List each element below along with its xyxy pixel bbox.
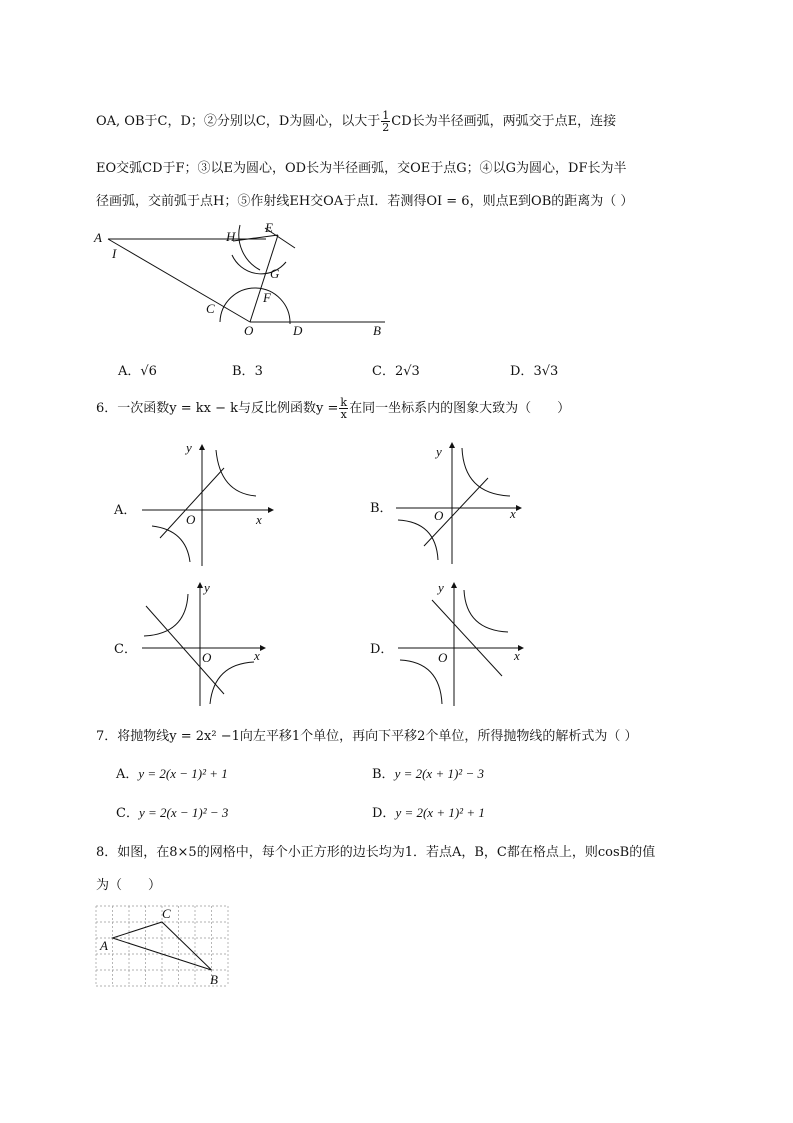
origin-label: O	[438, 650, 448, 665]
label-f: F	[263, 290, 271, 305]
q5-option-b[interactable]: B．3	[232, 364, 263, 379]
label-b: B	[210, 972, 218, 987]
q6-graph-b[interactable]	[392, 436, 532, 568]
q7-stem: 7．将抛物线y = 2x² −1向左平移1个单位，再向下平移2个单位，所得抛物线的解析式为（ ）	[96, 729, 638, 744]
q8-stem-line2: 为（ ）	[96, 878, 162, 893]
label-c: C	[206, 301, 215, 316]
linear-graph	[160, 468, 224, 538]
y-label: y	[204, 580, 210, 595]
hyperbola-branch-q2	[144, 594, 188, 636]
hyperbola-branch-q3	[400, 660, 442, 704]
hyperbola-branch-q1	[216, 450, 256, 496]
hyperbola-branch-q1	[464, 590, 508, 632]
q5-option-a[interactable]: A．√6	[118, 364, 157, 379]
x-arrow-icon	[260, 645, 266, 651]
q5-line3: 径画弧，交前弧于点H；⑤作射线EH交OA于点I．若测得OI = 6，则点E到OB的距离为（ ）	[96, 194, 634, 209]
x-arrow-icon	[516, 505, 522, 511]
y-label: y	[436, 444, 442, 459]
q6-option-b-label[interactable]: B．	[370, 501, 393, 516]
q6-stem	[96, 397, 570, 420]
hyperbola-branch-q3	[152, 526, 190, 562]
label-h: H	[226, 229, 236, 244]
linear-graph	[146, 606, 224, 694]
hyperbola-branch-q1	[462, 448, 510, 496]
arc-h	[239, 225, 260, 270]
q7-option-d[interactable]: D．y = 2(x + 1)² + 1	[372, 805, 485, 821]
q5-fraction: $\frac{1}{2}$	[382, 109, 390, 134]
label-c: C	[162, 906, 171, 921]
q5-line1	[96, 110, 616, 133]
q6-stem-tail: 在同一坐标系内的图象大致为（ ）	[349, 401, 571, 416]
y-label: y	[438, 580, 444, 595]
q5-option-c[interactable]: C．2√3	[372, 364, 420, 379]
label-o: O	[244, 323, 254, 338]
q6-graph-c[interactable]	[138, 576, 278, 710]
label-g: G	[270, 266, 280, 281]
y-arrow-icon	[449, 442, 455, 448]
x-label: x	[510, 506, 516, 521]
q6-fraction: $\frac{k}{x}$	[340, 396, 348, 421]
origin-label: O	[434, 508, 444, 523]
q6-graph-d[interactable]	[394, 576, 534, 710]
ray-oa	[108, 239, 250, 322]
label-d: D	[293, 323, 303, 338]
q5-geometry-figure	[90, 220, 390, 350]
x-label: x	[256, 512, 262, 527]
q7-option-a[interactable]: A．y = 2(x − 1)² + 1	[116, 766, 228, 782]
q5-line2: EO交弧CD于F；③以E为圆心，OD长为半径画弧，交OE于点G；④以G为圆心，DF长为半	[96, 161, 627, 176]
q8-grid-figure	[92, 902, 232, 992]
q5-option-d[interactable]: D．3√3	[510, 364, 559, 379]
label-a: A	[94, 230, 102, 245]
q5-line1-head: OA, OB于C，D；②分别以C，D为圆心，以大于	[96, 114, 381, 129]
label-b: B	[373, 323, 381, 338]
q6-option-d-label[interactable]: D．	[370, 642, 394, 657]
origin-label: O	[202, 650, 212, 665]
q8-stem-line1: 8．如图，在8×5的网格中，每个小正方形的边长均为1．若点A，B，C都在格点上，则cosB的值	[96, 845, 656, 860]
q6-option-a-label[interactable]: A．	[114, 503, 137, 518]
q6-graph-a[interactable]	[138, 438, 278, 570]
y-arrow-icon	[199, 444, 205, 450]
x-label: x	[514, 648, 520, 663]
y-arrow-icon	[197, 582, 203, 588]
y-arrow-icon	[451, 582, 457, 588]
q5-line1-tail: CD长为半径画弧，两弧交于点E，连接	[391, 114, 617, 129]
hyperbola-branch-q3	[398, 520, 438, 560]
label-i: I	[112, 246, 117, 261]
hyperbola-branch-q4	[210, 662, 254, 704]
label-a: A	[100, 938, 108, 953]
q7-option-b[interactable]: B．y = 2(x + 1)² − 3	[372, 766, 484, 782]
origin-label: O	[186, 512, 196, 527]
q6-stem-head: 6．一次函数y = kx − k与反比例函数y =	[96, 401, 339, 416]
label-e: E	[265, 220, 273, 235]
q7-option-c[interactable]: C．y = 2(x − 1)² − 3	[116, 805, 229, 821]
x-label: x	[254, 648, 260, 663]
ray-eh	[233, 235, 278, 241]
y-label: y	[186, 440, 192, 455]
q6-option-c-label[interactable]: C．	[114, 642, 137, 657]
x-arrow-icon	[268, 507, 274, 513]
